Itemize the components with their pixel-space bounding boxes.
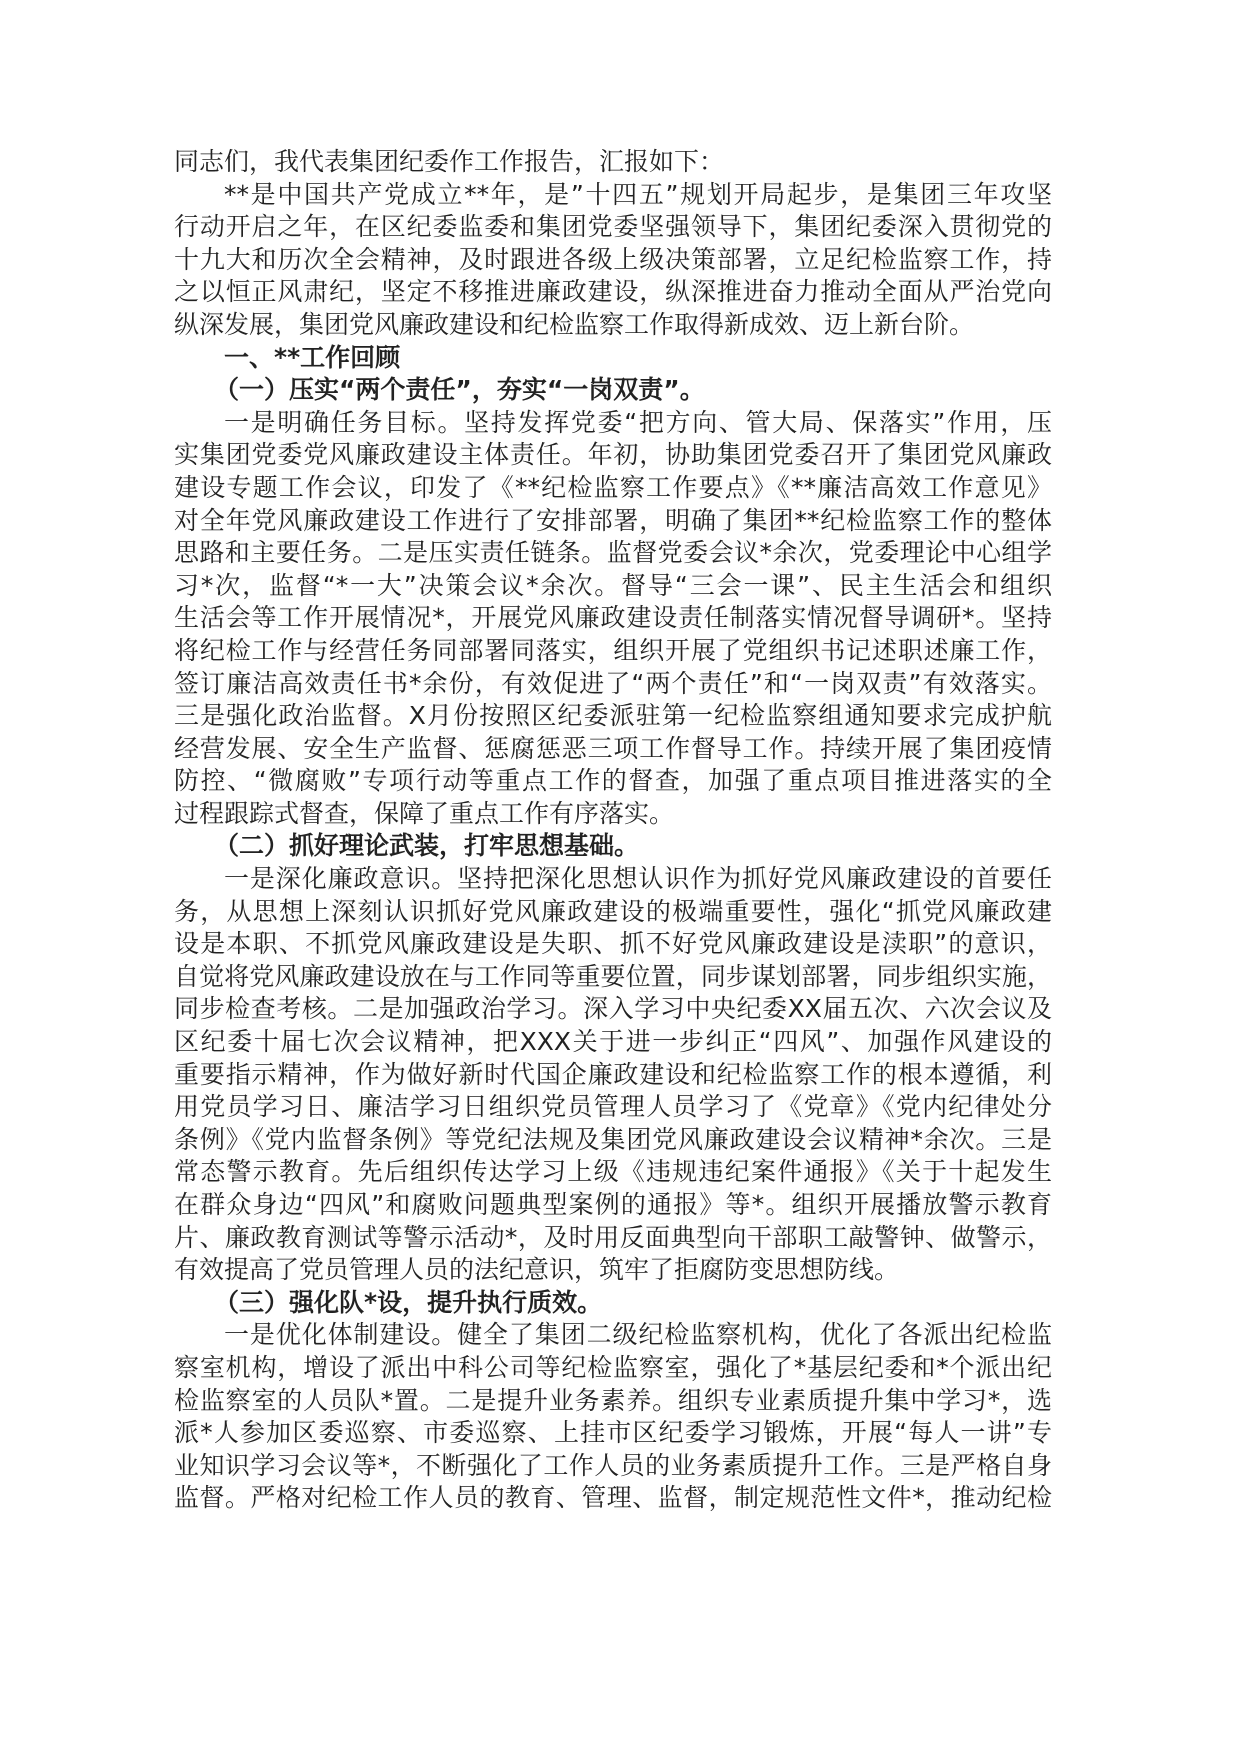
body-text-line: 经营发展、安全生产监督、惩腐惩恶三项工作督导工作。持续开展了集团疫情 [174, 733, 1052, 763]
body-text-line: 监督。严格对纪检工作人员的教育、管理、监督，制定规范性文件*，推动纪检 [174, 1483, 1052, 1513]
document-page [174, 146, 1052, 1515]
subsection-heading: （一）压实“两个责任”，夯实“一岗双责”。 [214, 375, 705, 405]
body-text-line: 区纪委十届七次会议精神，把XXX关于进一步纠正“四风”、加强作风建设的 [174, 1027, 1052, 1057]
body-text-line: 察室机构，增设了派出中科公司等纪检监察室，强化了*基层纪委和*个派出纪 [174, 1352, 1052, 1382]
body-text-line: 在群众身边“四风”和腐败问题典型案例的通报》等*。组织开展播放警示教育 [174, 1190, 1052, 1219]
body-text-line: 自觉将党风廉政建设放在与工作同等重要位置，同步谋划部署，同步组织实施， [174, 961, 1052, 991]
paragraph-end-line: 纵深发展，集团党风廉政建设和纪检监察工作取得新成效、迈上新台阶。 [174, 309, 975, 339]
body-text-line: 之以恒正风肃纪，坚定不移推进廉政建设，纵深推进奋力推动全面从严治党向 [174, 277, 1052, 307]
body-text-line: 对全年党风廉政建设工作进行了安排部署，明确了集团**纪检监察工作的整体 [174, 505, 1052, 535]
subsection-heading: （三）强化队*设，提升执行质效。 [214, 1287, 603, 1317]
body-text-line: 务，从思想上深刻认识抓好党风廉政建设的极端重要性，强化“抓党风廉政建 [174, 896, 1052, 926]
body-text-line: 防控、“微腐败”专项行动等重点工作的督查，加强了重点项目推进落实的全 [174, 766, 1052, 796]
body-text-line: 片、廉政教育测试等警示活动*，及时用反面典型向干部职工敲警钟、做警示， [174, 1222, 1052, 1252]
body-text-line: 签订廉洁高效责任书*余份，有效促进了“两个责任”和“一岗双责”有效落实。 [174, 668, 1052, 698]
body-text-line: 建设专题工作会议，印发了《**纪检监察工作要点》《**廉洁高效工作意见》 [174, 472, 1052, 502]
body-text-line: 生活会等工作开展情况*，开展党风廉政建设责任制落实情况督导调研*。坚持 [174, 603, 1052, 633]
body-text-line: 重要指示精神，作为做好新时代国企廉政建设和纪检监察工作的根本遵循，利 [174, 1059, 1052, 1089]
paragraph-start-line: **是中国共产党成立**年，是”十四五”规划开局起步，是集团三年攻坚 [224, 179, 1052, 209]
body-text-line: 习*次，监督“*一大”决策会议*余次。督导“三会一课”、民主生活会和组织 [174, 570, 1052, 600]
body-text-line: 条例》《党内监督条例》等党纪法规及集团党风廉政建设会议精神*余次。三是 [174, 1124, 1052, 1154]
paragraph-end-line: 同志们，我代表集团纪委作工作报告，汇报如下： [174, 147, 725, 176]
paragraph-start-line: 一是深化廉政意识。坚持把深化思想认识作为抓好党风廉政建设的首要任 [224, 864, 1052, 894]
body-text-line: 用党员学习日、廉洁学习日组织党员管理人员学习了《党章》《党内纪律处分 [174, 1092, 1052, 1122]
body-text-line: 三是强化政治监督。X月份按照区纪委派驻第一纪检监察组通知要求完成护航 [174, 701, 1052, 731]
body-text-line: 行动开启之年，在区纪委监委和集团党委坚强领导下，集团纪委深入贯彻党的 [174, 212, 1052, 242]
body-text-line: 将纪检工作与经营任务同部署同落实，组织开展了党组织书记述职述廉工作， [174, 635, 1052, 665]
paragraph-start-line: 一是明确任务目标。坚持发挥党委“把方向、管大局、保落实”作用，压 [224, 407, 1052, 437]
body-text-line: 检监察室的人员队*置。二是提升业务素养。组织专业素质提升集中学习*，选 [174, 1385, 1052, 1415]
body-text-line: 同步检查考核。二是加强政治学习。深入学习中央纪委XX届五次、六次会议及 [174, 994, 1052, 1024]
body-text-line: 设是本职、不抓党风廉政建设是失职、抓不好党风廉政建设是渎职”的意识， [174, 929, 1052, 959]
paragraph-end-line: 过程跟踪式督查，保障了重点工作有序落实。 [174, 798, 675, 828]
paragraph-end-line: 有效提高了党员管理人员的法纪意识，筑牢了拒腐防变思想防线。 [174, 1255, 900, 1285]
body-text-line: 常态警示教育。先后组织传达学习上级《违规违纪案件通报》《关于十起发生 [174, 1157, 1052, 1187]
body-text-line: 思路和主要任务。二是压实责任链条。监督党委会议*余次，党委理论中心组学 [174, 538, 1052, 568]
body-text-line: 实集团党委党风廉政建设主体责任。年初，协助集团党委召开了集团党风廉政 [174, 440, 1052, 470]
body-text-line: 派*人参加区委巡察、市委巡察、上挂市区纪委学习锻炼，开展“每人一讲”专 [174, 1418, 1052, 1448]
body-text-line: 业知识学习会议等*，不断强化了工作人员的业务素质提升工作。三是严格自身 [174, 1450, 1052, 1480]
section-heading: 一、**工作回顾 [224, 342, 401, 372]
body-text-line: 十九大和历次全会精神，及时跟进各级上级决策部署，立足纪检监察工作，持 [174, 244, 1052, 274]
subsection-heading: （二）抓好理论武装，打牢思想基础。 [214, 831, 640, 861]
paragraph-start-line: 一是优化体制建设。健全了集团二级纪检监察机构，优化了各派出纪检监 [224, 1320, 1052, 1350]
